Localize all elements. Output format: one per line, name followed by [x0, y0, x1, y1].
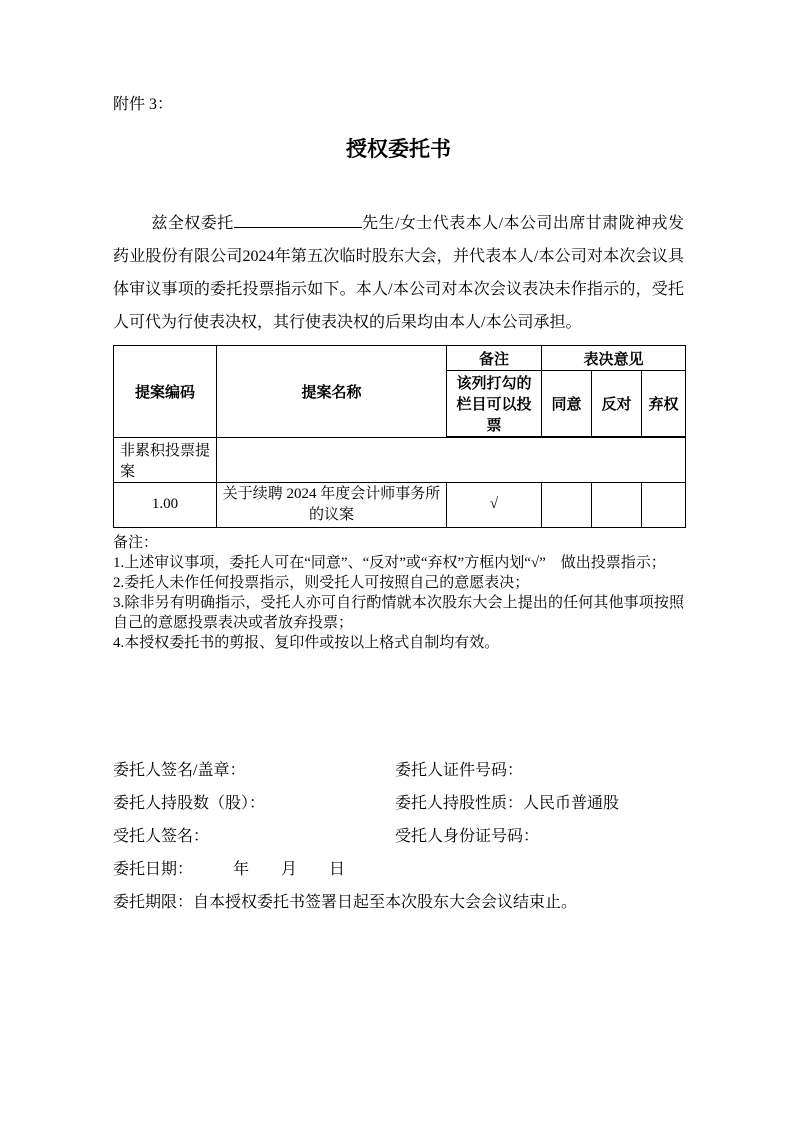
proposal-name-cell: 关于续聘 2024 年度会计师事务所的议案	[217, 482, 447, 527]
note-item-4: 4.本授权委托书的剪报、复印件或按以上格式自制均有效。	[113, 634, 500, 651]
col-header-against: 反对	[592, 371, 642, 438]
principal-signature-label: 委托人签名/盖章：	[113, 761, 246, 779]
signature-row-1	[113, 760, 684, 782]
col-header-agree: 同意	[542, 371, 592, 438]
abstain-vote-cell[interactable]	[642, 482, 686, 527]
proxy-id-number-label: 受托人身份证号码：	[395, 827, 540, 845]
intro-rest: 先生/女士代表本人/本公司出席甘肃陇神戎发药业股份有限公司2024年第五次临时股东大会，并代表本人/本公司对本次会议具体审议事项的委托投票指示如下。本人/本公司对本次会议表决未作指示的，受托人可代为行使表决权，其行使表决权的后果均由本人/本公司承担。	[113, 215, 684, 331]
principal-shares-label: 委托人持股数（股）：	[113, 794, 266, 812]
signature-section	[113, 760, 684, 914]
notes-section	[113, 533, 684, 653]
table-section-row	[114, 437, 686, 482]
col-header-proposal-name: 提案名称	[217, 346, 447, 438]
principal-id-number-label: 委托人证件号码：	[395, 761, 524, 779]
agree-vote-cell[interactable]	[542, 482, 592, 527]
table-row	[114, 482, 686, 527]
note-item-2: 2.委托人未作任何投票指示，则受托人可按照自己的意愿表决；	[113, 574, 530, 591]
section-label-cell: 非累积投票提案	[114, 437, 217, 482]
remark-check-cell: √	[447, 482, 542, 527]
proposal-code-cell: 1.00	[114, 482, 217, 527]
col-header-vote-opinion: 表决意见	[542, 346, 686, 371]
attachment-label: 附件 3：	[113, 96, 174, 113]
col-header-proposal-code: 提案编码	[114, 346, 217, 438]
principal-share-type-label: 委托人持股性质：人民币普通股	[395, 794, 620, 812]
col-header-abstain: 弃权	[642, 371, 686, 438]
section-empty-cell	[217, 437, 686, 482]
proxy-signature-label: 受托人签名：	[113, 827, 210, 845]
voting-instruction-table	[113, 345, 686, 528]
col-header-remark: 备注	[447, 346, 542, 371]
document-title: 授权委托书	[346, 137, 451, 161]
authorization-term-line: 委托期限：自本授权委托书签署日起至本次股东大会会议结束止。	[113, 893, 578, 911]
note-item-3: 3.除非另有明确指示，受托人亦可自行酌情就本次股东大会上提出的任何其他事项按照自己的意愿投票表决或者放弃投票；	[113, 594, 684, 631]
signature-row-3	[113, 826, 684, 848]
note-item-1: 1.上述审议事项，委托人可在“同意”、“反对”或“弃权”方框内划“√” 做出投票指示；	[113, 554, 666, 571]
col-header-remark-sub: 该列打勾的栏目可以投票	[447, 371, 542, 438]
intro-paragraph	[113, 207, 684, 339]
proxy-name-blank	[234, 211, 362, 228]
against-vote-cell[interactable]	[592, 482, 642, 527]
notes-label: 备注：	[113, 534, 159, 551]
authorization-date-line: 委托日期： 年 月 日	[113, 860, 346, 878]
intro-lead: 兹全权委托	[151, 215, 234, 232]
signature-row-2	[113, 793, 684, 815]
